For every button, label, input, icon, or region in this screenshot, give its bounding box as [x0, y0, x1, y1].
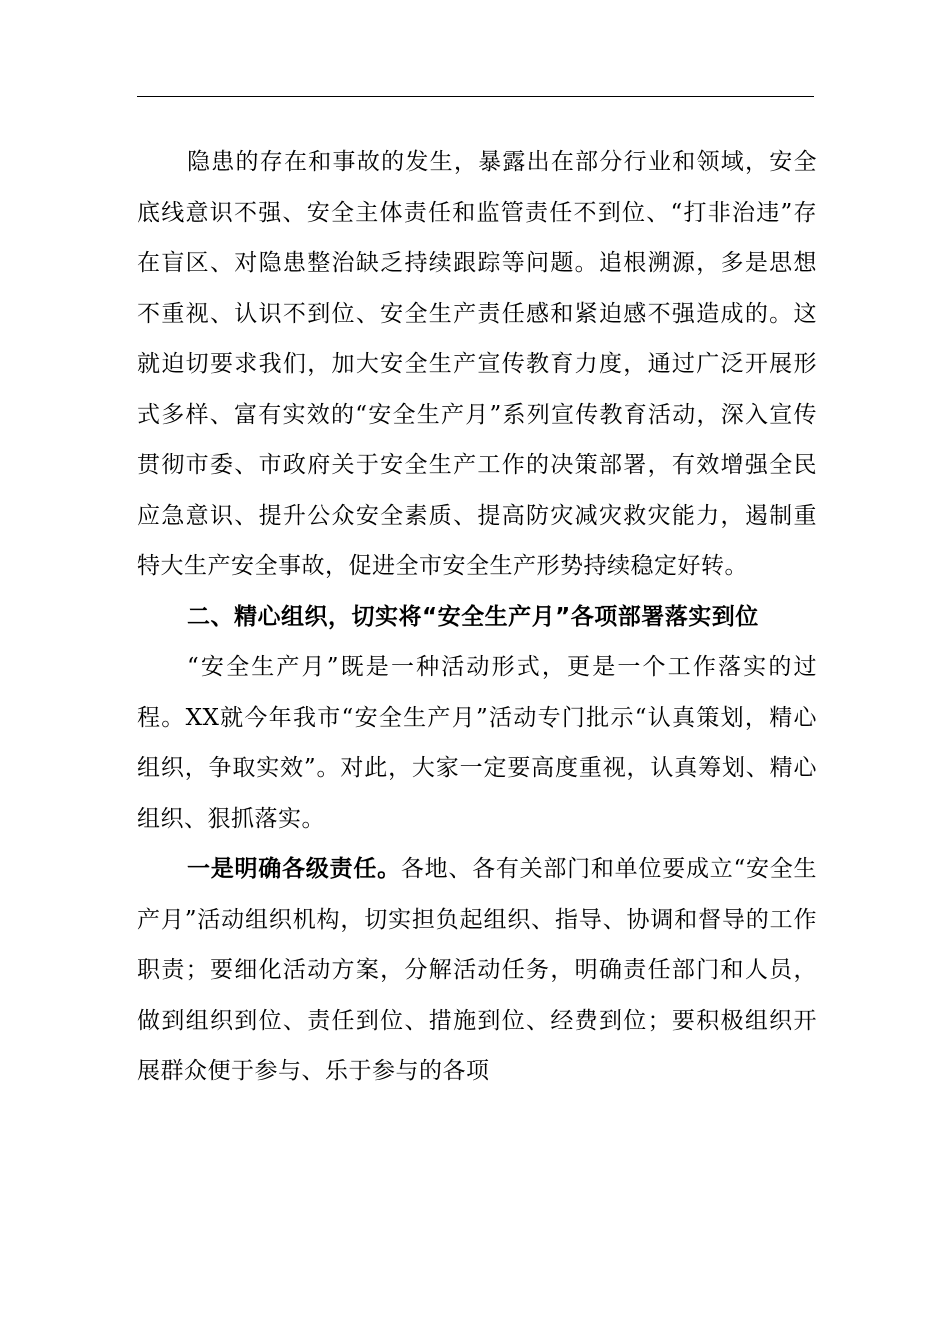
paragraph-3-lead: 一是明确各级责任。 — [187, 856, 401, 882]
document-body — [137, 137, 817, 1097]
paragraph-3-body: 各地、各有关部门和单位要成立“安全生产月”活动组织机构，切实担负起组织、指导、协调和督导的工作职责；要细化活动方案，分解活动任务，明确责任部门和人员，做到组织到位、责任到位、措施到位、经费到位；要积极组织开展群众便于参与、乐于参与的各项 — [137, 856, 818, 1084]
header-rule — [137, 96, 814, 97]
section-heading-2: 二、精心组织，切实将“安全生产月”各项部署落实到位 — [187, 603, 759, 630]
paragraph-1: 隐患的存在和事故的发生，暴露出在部分行业和领域，安全底线意识不强、安全主体责任和监管责任不到位、“打非治违”存在盲区、对隐患整治缺乏持续跟踪等问题。追根溯源，多是思想不重视、认识不到位、安全生产责任感和紧迫感不强造成的。这就迫切要求我们，加大安全生产宣传教育力度，通过广泛开展形式多样、富有实效的“安全生产月”系列宣传教育活动，深入宣传贯彻市委、市政府关于安全生产工作的决策部署，有效增强全民应急意识、提升公众安全素质、提高防灾减灾救灾能力，遏制重特大生产安全事故，促进全市安全生产形势持续稳定好转。 — [137, 149, 817, 579]
paragraph-3 — [137, 844, 817, 1097]
paragraph-2: “安全生产月”既是一种活动形式，更是一个工作落实的过程。XX就今年我市“安全生产月”活动专门批示“认真策划，精心组织，争取实效”。对此，大家一定要高度重视，认真筹划、精心组织、狠抓落实。 — [137, 654, 817, 832]
